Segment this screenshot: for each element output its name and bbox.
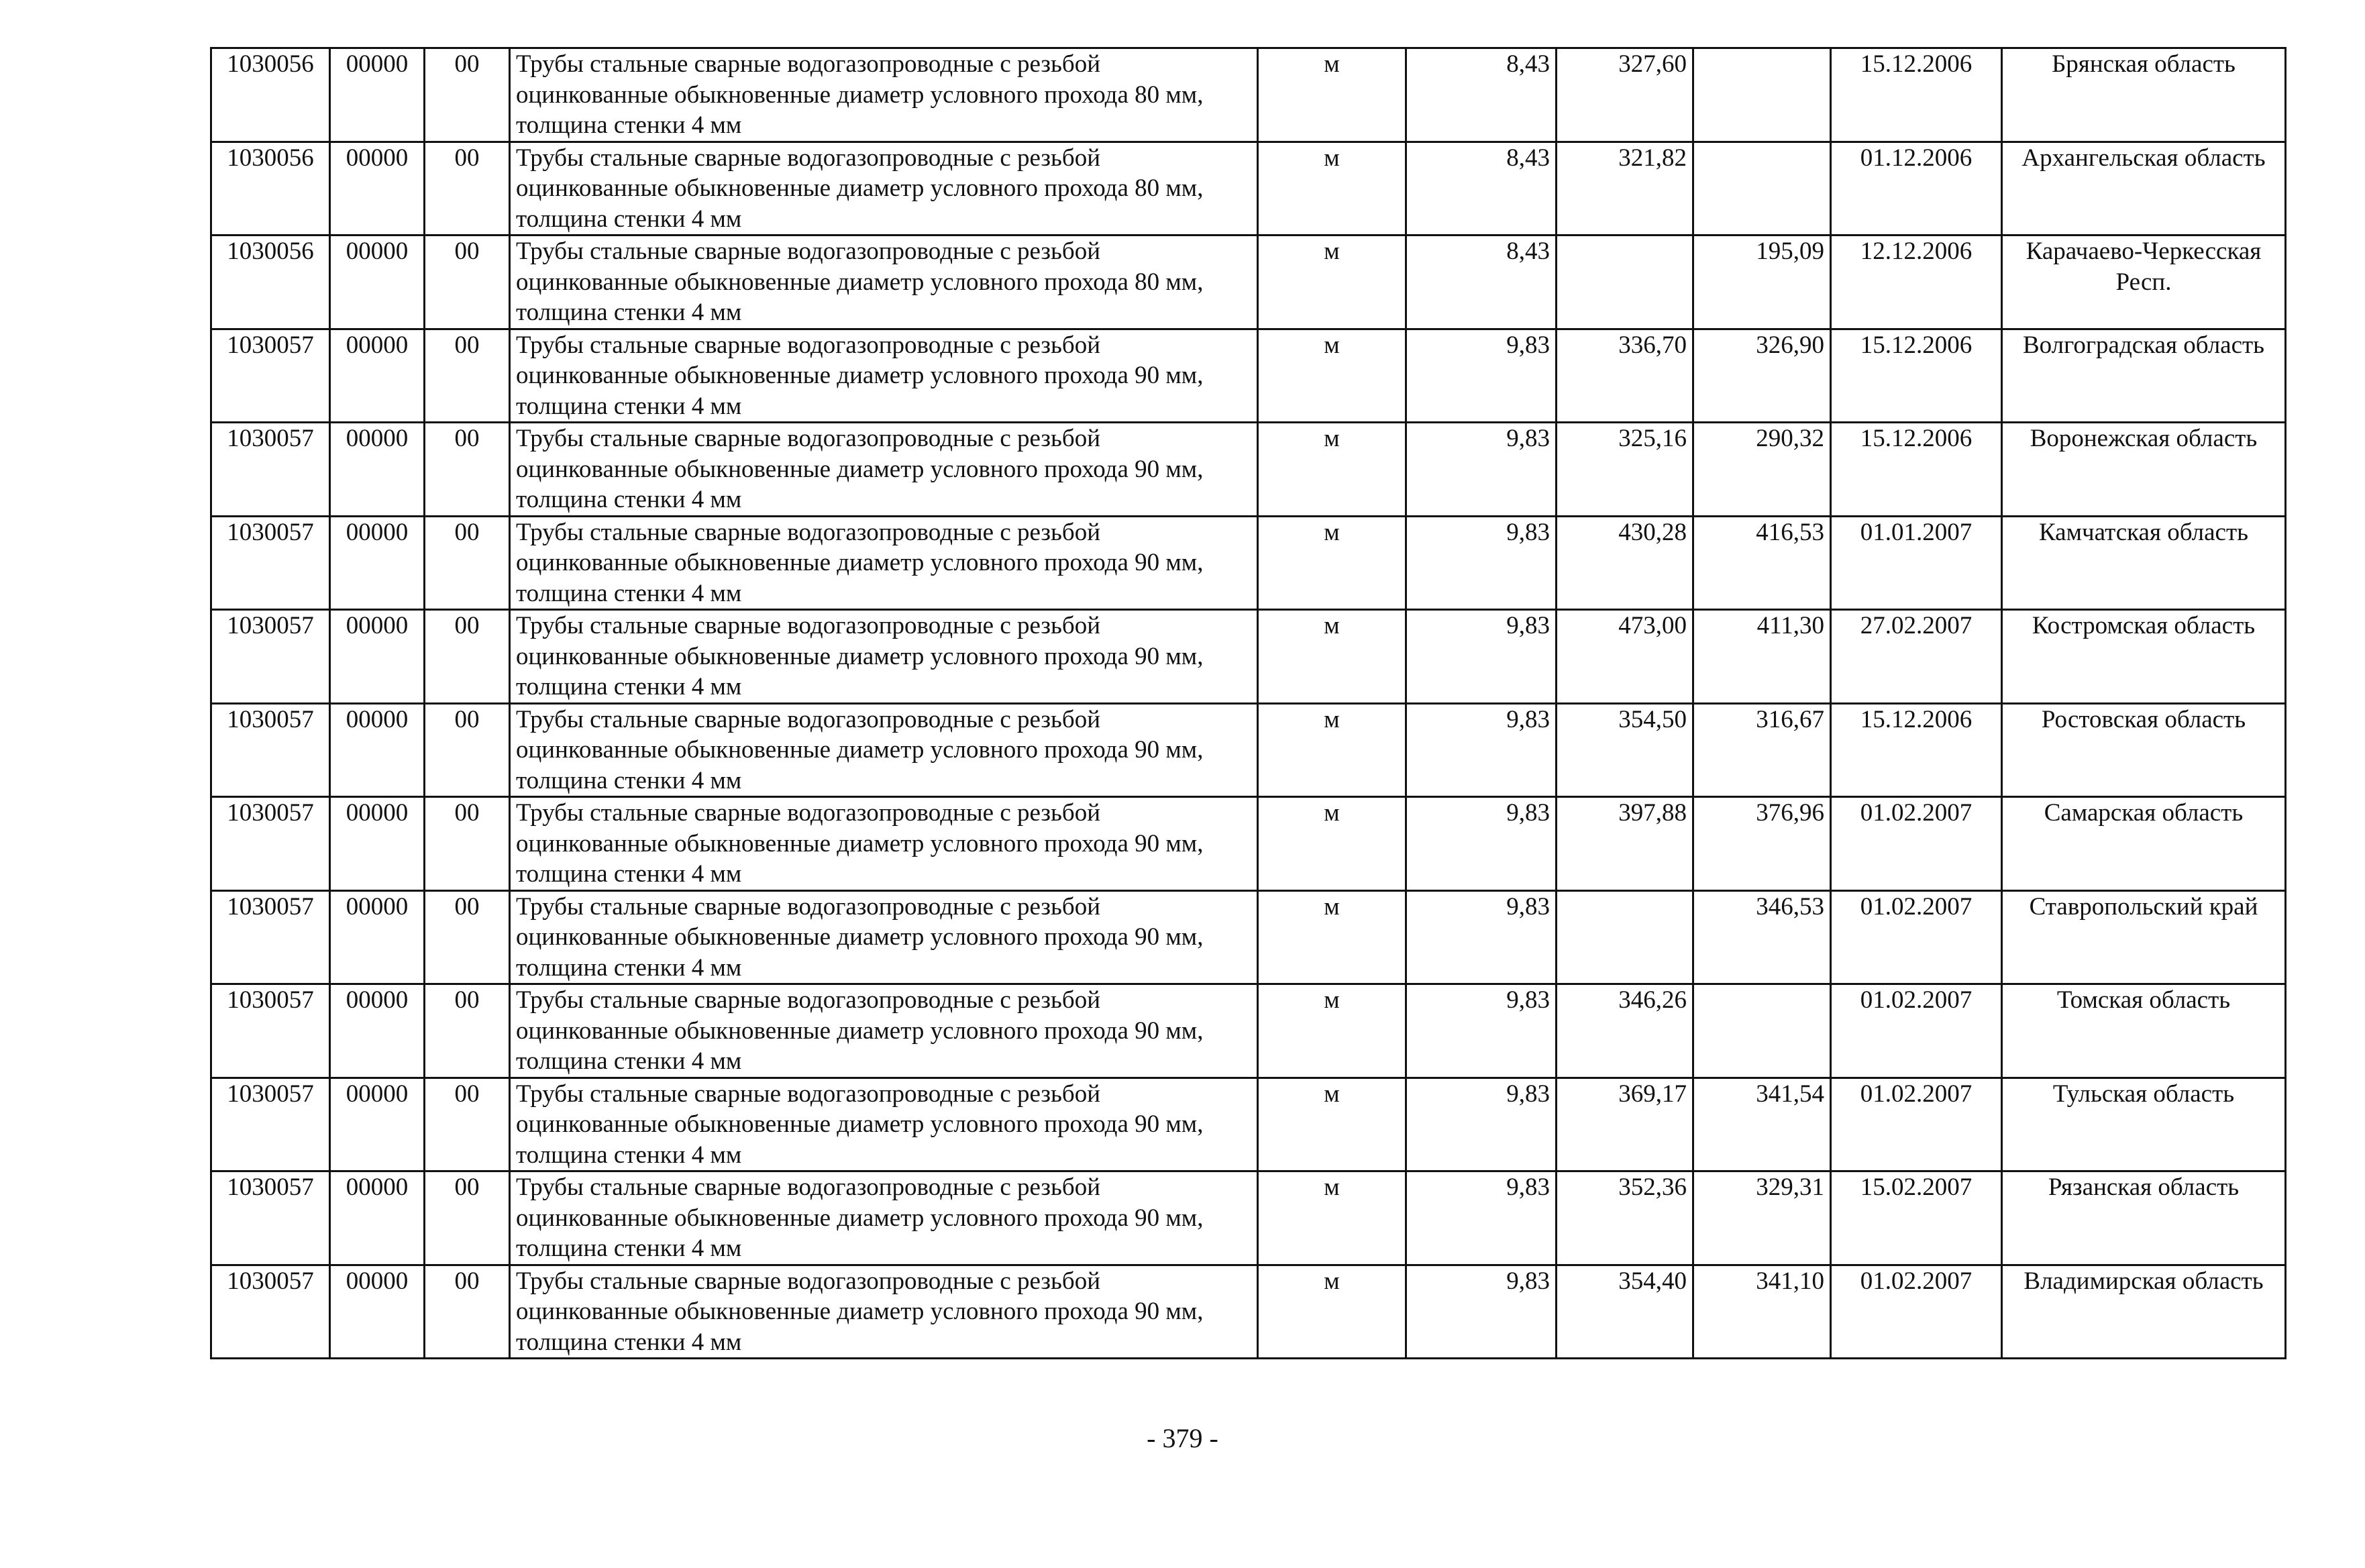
weight-cell: 9,83 [1406,703,1557,797]
sub-code-cell: 00000 [330,703,425,797]
date-cell: 01.02.2007 [1831,797,2002,891]
region-cell: Владимирская область [2002,1265,2286,1359]
price-table [210,47,2287,1359]
table-row [211,610,2286,704]
date-cell: 01.02.2007 [1831,1265,2002,1359]
table-row [211,516,2286,610]
resource-code-cell: 1030057 [211,329,330,423]
material-name-cell: Трубы стальные сварные водогазопроводные с резьбой оцинкованные обыкновенные диаметр условного прохода 80 мм, толщина стенки 4 мм [510,48,1258,142]
resource-code-cell: 1030057 [211,984,330,1078]
unit-cell: м [1258,329,1406,423]
table-row [211,1171,2286,1265]
table-row [211,984,2286,1078]
sub-code-cell: 00000 [330,48,425,142]
resource-code-cell: 1030057 [211,610,330,704]
price-alt-cell [1693,984,1831,1078]
price-alt-cell: 416,53 [1693,516,1831,610]
sub-code-cell: 00000 [330,797,425,891]
unit-cell: м [1258,236,1406,329]
version-cell: 00 [425,984,510,1078]
date-cell: 27.02.2007 [1831,610,2002,704]
price-alt-cell [1693,142,1831,236]
page-number: - 379 - [1147,1423,1218,1453]
version-cell: 00 [425,1171,510,1265]
version-cell: 00 [425,1265,510,1359]
resource-code-cell: 1030057 [211,797,330,891]
material-name-cell: Трубы стальные сварные водогазопроводные с резьбой оцинкованные обыкновенные диаметр условного прохода 90 мм, толщина стенки 4 мм [510,516,1258,610]
price-alt-cell: 316,67 [1693,703,1831,797]
unit-cell: м [1258,48,1406,142]
weight-cell: 8,43 [1406,236,1557,329]
table-row [211,1265,2286,1359]
date-cell: 12.12.2006 [1831,236,2002,329]
resource-code-cell: 1030057 [211,1078,330,1171]
weight-cell: 9,83 [1406,610,1557,704]
unit-cell: м [1258,1171,1406,1265]
price-cell [1557,236,1693,329]
material-name-cell: Трубы стальные сварные водогазопроводные с резьбой оцинкованные обыкновенные диаметр условного прохода 90 мм, толщина стенки 4 мм [510,797,1258,891]
version-cell: 00 [425,703,510,797]
version-cell: 00 [425,142,510,236]
weight-cell: 9,83 [1406,1171,1557,1265]
price-cell: 369,17 [1557,1078,1693,1171]
weight-cell: 9,83 [1406,516,1557,610]
material-name-cell: Трубы стальные сварные водогазопроводные с резьбой оцинкованные обыкновенные диаметр условного прохода 90 мм, толщина стенки 4 мм [510,703,1258,797]
unit-cell: м [1258,1078,1406,1171]
table-row [211,890,2286,984]
region-cell: Тульская область [2002,1078,2286,1171]
material-name-cell: Трубы стальные сварные водогазопроводные с резьбой оцинкованные обыкновенные диаметр условного прохода 80 мм, толщина стенки 4 мм [510,142,1258,236]
table-row [211,1078,2286,1171]
unit-cell: м [1258,423,1406,517]
weight-cell: 8,43 [1406,48,1557,142]
weight-cell: 9,83 [1406,423,1557,517]
weight-cell: 9,83 [1406,984,1557,1078]
region-cell: Камчатская область [2002,516,2286,610]
date-cell: 01.02.2007 [1831,984,2002,1078]
region-cell: Брянская область [2002,48,2286,142]
price-cell: 321,82 [1557,142,1693,236]
version-cell: 00 [425,610,510,704]
unit-cell: м [1258,516,1406,610]
material-name-cell: Трубы стальные сварные водогазопроводные с резьбой оцинкованные обыкновенные диаметр условного прохода 90 мм, толщина стенки 4 мм [510,329,1258,423]
region-cell: Карачаево-Черкесская Респ. [2002,236,2286,329]
material-name-cell: Трубы стальные сварные водогазопроводные с резьбой оцинкованные обыкновенные диаметр условного прохода 90 мм, толщина стенки 4 мм [510,890,1258,984]
region-cell: Самарская область [2002,797,2286,891]
unit-cell: м [1258,703,1406,797]
price-cell: 336,70 [1557,329,1693,423]
price-cell: 325,16 [1557,423,1693,517]
sub-code-cell: 00000 [330,890,425,984]
resource-code-cell: 1030057 [211,703,330,797]
resource-code-cell: 1030057 [211,890,330,984]
table-row [211,423,2286,517]
date-cell: 15.12.2006 [1831,423,2002,517]
date-cell: 15.12.2006 [1831,329,2002,423]
weight-cell: 9,83 [1406,1078,1557,1171]
table-row [211,329,2286,423]
resource-code-cell: 1030057 [211,1171,330,1265]
material-name-cell: Трубы стальные сварные водогазопроводные с резьбой оцинкованные обыкновенные диаметр условного прохода 90 мм, толщина стенки 4 мм [510,423,1258,517]
weight-cell: 9,83 [1406,797,1557,891]
table-row [211,48,2286,142]
resource-code-cell: 1030057 [211,1265,330,1359]
price-alt-cell: 341,10 [1693,1265,1831,1359]
weight-cell: 9,83 [1406,890,1557,984]
price-cell: 354,40 [1557,1265,1693,1359]
version-cell: 00 [425,329,510,423]
date-cell: 01.02.2007 [1831,890,2002,984]
sub-code-cell: 00000 [330,1078,425,1171]
sub-code-cell: 00000 [330,516,425,610]
table-row [211,703,2286,797]
date-cell: 01.12.2006 [1831,142,2002,236]
sub-code-cell: 00000 [330,423,425,517]
date-cell: 15.02.2007 [1831,1171,2002,1265]
resource-code-cell: 1030057 [211,423,330,517]
table-row [211,236,2286,329]
table-body [211,48,2286,1359]
date-cell: 01.01.2007 [1831,516,2002,610]
price-alt-cell: 376,96 [1693,797,1831,891]
table-row [211,797,2286,891]
price-cell: 430,28 [1557,516,1693,610]
material-name-cell: Трубы стальные сварные водогазопроводные с резьбой оцинкованные обыкновенные диаметр условного прохода 90 мм, толщина стенки 4 мм [510,610,1258,704]
price-alt-cell [1693,48,1831,142]
sub-code-cell: 00000 [330,610,425,704]
price-cell: 354,50 [1557,703,1693,797]
price-cell: 397,88 [1557,797,1693,891]
price-alt-cell: 195,09 [1693,236,1831,329]
resource-code-cell: 1030057 [211,516,330,610]
price-cell: 473,00 [1557,610,1693,704]
weight-cell: 9,83 [1406,1265,1557,1359]
unit-cell: м [1258,1265,1406,1359]
price-cell: 327,60 [1557,48,1693,142]
region-cell: Рязанская область [2002,1171,2286,1265]
price-alt-cell: 346,53 [1693,890,1831,984]
material-name-cell: Трубы стальные сварные водогазопроводные с резьбой оцинкованные обыкновенные диаметр условного прохода 90 мм, толщина стенки 4 мм [510,1078,1258,1171]
sub-code-cell: 00000 [330,984,425,1078]
unit-cell: м [1258,142,1406,236]
version-cell: 00 [425,423,510,517]
material-name-cell: Трубы стальные сварные водогазопроводные с резьбой оцинкованные обыкновенные диаметр условного прохода 90 мм, толщина стенки 4 мм [510,1265,1258,1359]
resource-code-cell: 1030056 [211,142,330,236]
sub-code-cell: 00000 [330,1171,425,1265]
region-cell: Архангельская область [2002,142,2286,236]
version-cell: 00 [425,1078,510,1171]
date-cell: 15.12.2006 [1831,48,2002,142]
version-cell: 00 [425,236,510,329]
table-row [211,142,2286,236]
price-alt-cell: 341,54 [1693,1078,1831,1171]
weight-cell: 9,83 [1406,329,1557,423]
unit-cell: м [1258,890,1406,984]
resource-code-cell: 1030056 [211,48,330,142]
material-name-cell: Трубы стальные сварные водогазопроводные с резьбой оцинкованные обыкновенные диаметр условного прохода 80 мм, толщина стенки 4 мм [510,236,1258,329]
sub-code-cell: 00000 [330,142,425,236]
price-cell: 346,26 [1557,984,1693,1078]
region-cell: Ставропольский край [2002,890,2286,984]
version-cell: 00 [425,48,510,142]
weight-cell: 8,43 [1406,142,1557,236]
version-cell: 00 [425,797,510,891]
price-cell [1557,890,1693,984]
region-cell: Костромская область [2002,610,2286,704]
sub-code-cell: 00000 [330,236,425,329]
region-cell: Воронежская область [2002,423,2286,517]
date-cell: 01.02.2007 [1831,1078,2002,1171]
material-name-cell: Трубы стальные сварные водогазопроводные с резьбой оцинкованные обыкновенные диаметр условного прохода 90 мм, толщина стенки 4 мм [510,984,1258,1078]
price-cell: 352,36 [1557,1171,1693,1265]
date-cell: 15.12.2006 [1831,703,2002,797]
region-cell: Томская область [2002,984,2286,1078]
region-cell: Волгоградская область [2002,329,2286,423]
sub-code-cell: 00000 [330,1265,425,1359]
unit-cell: м [1258,984,1406,1078]
price-alt-cell: 411,30 [1693,610,1831,704]
sub-code-cell: 00000 [330,329,425,423]
price-alt-cell: 329,31 [1693,1171,1831,1265]
version-cell: 00 [425,890,510,984]
unit-cell: м [1258,797,1406,891]
region-cell: Ростовская область [2002,703,2286,797]
resource-code-cell: 1030056 [211,236,330,329]
unit-cell: м [1258,610,1406,704]
version-cell: 00 [425,516,510,610]
material-name-cell: Трубы стальные сварные водогазопроводные с резьбой оцинкованные обыкновенные диаметр условного прохода 90 мм, толщина стенки 4 мм [510,1171,1258,1265]
price-alt-cell: 326,90 [1693,329,1831,423]
price-alt-cell: 290,32 [1693,423,1831,517]
